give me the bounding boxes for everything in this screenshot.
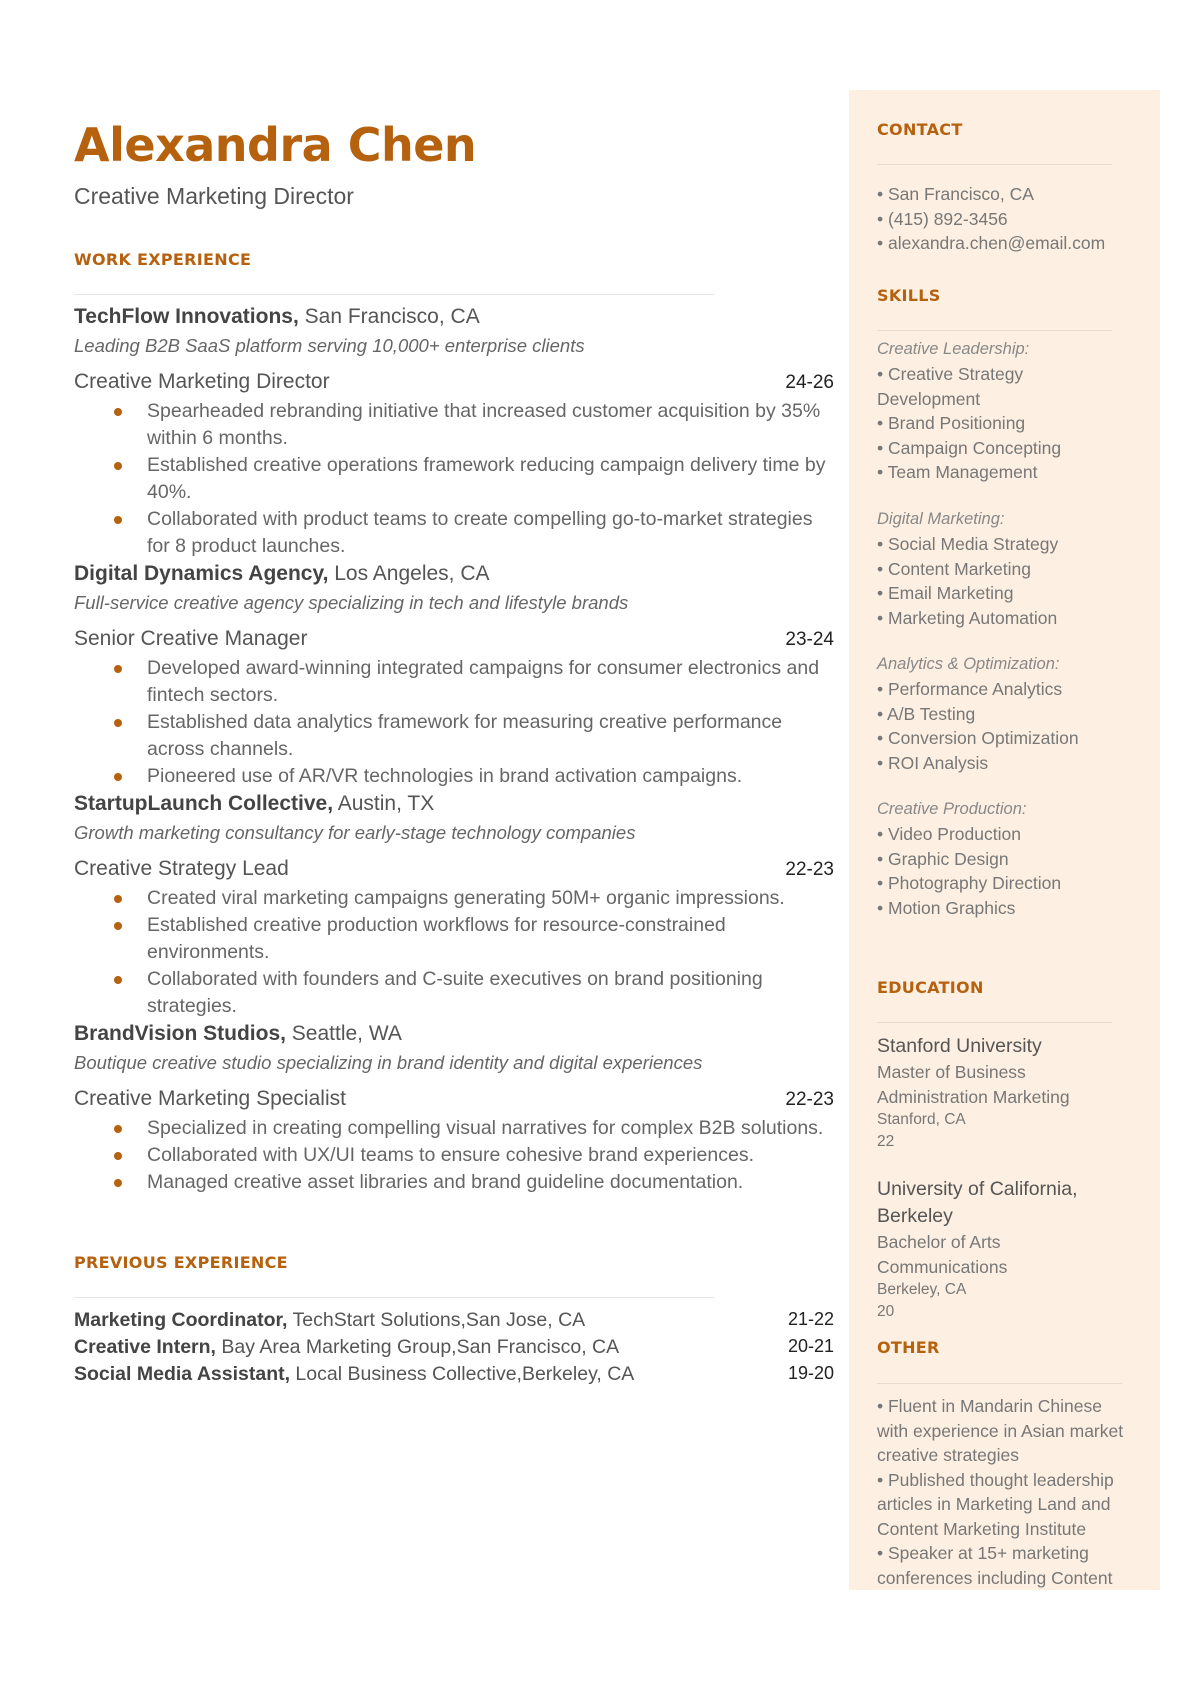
- company-description: Growth marketing consultancy for early-stage technology companies: [74, 822, 636, 843]
- other-item: • Published thought leadership articles in Marketing Land and Content Marketing Institute: [877, 1469, 1114, 1539]
- job-bullet: Specialized in creating compelling visual narratives for complex B2B solutions.: [74, 1115, 834, 1142]
- school-name: University of California, Berkeley: [877, 1178, 1078, 1227]
- bullet-dot-icon: [114, 719, 122, 727]
- work-experience-heading: WORK EXPERIENCE: [74, 250, 252, 269]
- job-bullets: [74, 885, 834, 1020]
- job-bullet: Established data analytics framework for measuring creative performance across channels.: [74, 709, 834, 763]
- sidebar: [849, 90, 1160, 1590]
- skill-item: • Performance Analytics: [877, 679, 1063, 699]
- candidate-name: Alexandra Chen: [74, 118, 477, 172]
- job-bullet: Collaborated with founders and C-suite executives on brand positioning strategies.: [74, 966, 834, 1020]
- previous-org: TechStart Solutions,San Jose, CA: [287, 1309, 586, 1331]
- contact-phone: • (415) 892-3456: [877, 208, 1008, 229]
- job-company-line: [74, 305, 480, 329]
- graduation-year: 22: [877, 1133, 895, 1150]
- job-bullet: Spearheaded rebranding initiative that increased customer acquisition by 35% within 6 months.: [74, 398, 834, 452]
- job-bullet: Pioneered use of AR/VR technologies in brand activation campaigns.: [74, 763, 834, 790]
- previous-dates: 19-20: [787, 1363, 834, 1383]
- divider: [74, 1297, 714, 1298]
- skill-item: • A/B Testing: [877, 703, 976, 724]
- job-dates: 23-24: [785, 629, 834, 650]
- skill-category: Analytics & Optimization:: [877, 655, 1060, 673]
- company-description: Full-service creative agency specializing in tech and lifestyle brands: [74, 592, 629, 613]
- skill-item: • Video Production: [877, 824, 1021, 844]
- previous-role-row: [74, 1363, 834, 1386]
- job-bullet: Established creative operations framework reducing campaign delivery time by 40%.: [74, 452, 834, 506]
- school-name: Stanford University: [877, 1035, 1042, 1057]
- job-dates: 24-26: [785, 372, 834, 393]
- job-dates: 22-23: [785, 859, 834, 880]
- job-dates: 22-23: [785, 1089, 834, 1110]
- skills-heading: SKILLS: [877, 286, 941, 305]
- previous-role: Social Media Assistant,: [74, 1363, 291, 1385]
- company-location: San Francisco, CA: [298, 305, 480, 328]
- company-location: Seattle, WA: [285, 1022, 402, 1045]
- job-bullet: Created viral marketing campaigns generating 50M+ organic impressions.: [74, 885, 834, 912]
- degree: Bachelor of Arts Communications: [877, 1232, 1008, 1277]
- previous-org: Local Business Collective,Berkeley, CA: [290, 1363, 635, 1385]
- company-name: StartupLaunch Collective,: [74, 792, 334, 815]
- skill-item: • Creative Strategy Development: [877, 364, 1024, 409]
- school-location: Stanford, CA: [877, 1111, 966, 1128]
- education-entry: [877, 1176, 1107, 1323]
- skill-list: [877, 677, 1107, 775]
- bullet-dot-icon: [114, 1152, 122, 1160]
- job-role: Creative Marketing Director: [74, 370, 330, 393]
- school-location: Berkeley, CA: [877, 1281, 967, 1298]
- job-company-line: [74, 562, 490, 586]
- divider: [877, 164, 1112, 165]
- company-description: Leading B2B SaaS platform serving 10,000+ enterprise clients: [74, 335, 585, 356]
- skill-item: • Campaign Concepting: [877, 437, 1062, 458]
- job-bullets: [74, 655, 834, 790]
- skill-item: • Email Marketing: [877, 583, 1014, 603]
- job-role: Senior Creative Manager: [74, 627, 308, 650]
- company-location: Los Angeles, CA: [328, 562, 490, 585]
- skill-item: • Photography Direction: [877, 873, 1062, 893]
- company-description: Boutique creative studio specializing in brand identity and digital experiences: [74, 1052, 703, 1073]
- bullet-dot-icon: [114, 665, 122, 673]
- previous-role: Marketing Coordinator,: [74, 1309, 288, 1331]
- skill-category: Creative Production:: [877, 800, 1027, 818]
- skill-list: [877, 362, 1107, 485]
- company-name: Digital Dynamics Agency,: [74, 562, 329, 585]
- bullet-dot-icon: [114, 462, 122, 470]
- skill-item: • Content Marketing: [877, 558, 1031, 579]
- job-bullet: Collaborated with UX/UI teams to ensure cohesive brand experiences.: [74, 1142, 834, 1169]
- previous-role-row: [74, 1309, 834, 1332]
- other-item: • Speaker at 15+ marketing conferences including Content: [877, 1543, 1113, 1588]
- company-name: TechFlow Innovations,: [74, 305, 299, 328]
- previous-experience-heading: PREVIOUS EXPERIENCE: [74, 1253, 288, 1272]
- bullet-dot-icon: [114, 895, 122, 903]
- contact-location: • San Francisco, CA: [877, 184, 1034, 204]
- job-role: Creative Marketing Specialist: [74, 1087, 346, 1110]
- previous-dates: 20-21: [787, 1336, 834, 1356]
- skill-category: Digital Marketing:: [877, 510, 1005, 528]
- bullet-dot-icon: [114, 1125, 122, 1133]
- contact-email[interactable]: • alexandra.chen@email.com: [877, 233, 1106, 253]
- company-location: Austin, TX: [333, 792, 435, 815]
- job-bullet: Managed creative asset libraries and brand guideline documentation.: [74, 1169, 834, 1196]
- job-bullet: Collaborated with product teams to create compelling go-to-market strategies for 8 product launches.: [74, 506, 834, 560]
- graduation-year: 20: [877, 1303, 895, 1320]
- previous-role-row: [74, 1336, 834, 1359]
- job-role: Creative Strategy Lead: [74, 857, 289, 880]
- skill-item: • ROI Analysis: [877, 752, 989, 773]
- previous-role: Creative Intern,: [74, 1336, 216, 1358]
- degree: Master of Business Administration Marketing: [877, 1062, 1070, 1107]
- skill-item: • Marketing Automation: [877, 607, 1058, 628]
- bullet-dot-icon: [114, 976, 122, 984]
- candidate-title: Creative Marketing Director: [74, 183, 354, 209]
- previous-dates: 21-22: [787, 1309, 834, 1329]
- job-company-line: [74, 1022, 402, 1046]
- other-heading: OTHER: [877, 1338, 940, 1357]
- divider: [877, 1022, 1112, 1023]
- contact-heading: CONTACT: [877, 120, 963, 139]
- divider: [74, 294, 714, 295]
- bullet-dot-icon: [114, 1179, 122, 1187]
- contact-list: [877, 182, 1137, 256]
- skill-item: • Social Media Strategy: [877, 534, 1059, 554]
- divider: [877, 330, 1112, 331]
- job-bullets: [74, 398, 834, 560]
- education-entry: [877, 1033, 1107, 1153]
- divider: [877, 1383, 1122, 1384]
- job-bullet: Established creative production workflows for resource-constrained environments.: [74, 912, 834, 966]
- company-name: BrandVision Studios,: [74, 1022, 286, 1045]
- skill-category: Creative Leadership:: [877, 340, 1030, 358]
- skill-item: • Team Management: [877, 462, 1038, 482]
- skill-item: • Graphic Design: [877, 848, 1009, 869]
- skill-list: [877, 532, 1107, 630]
- job-bullets: [74, 1115, 834, 1196]
- skill-item: • Conversion Optimization: [877, 728, 1079, 748]
- bullet-dot-icon: [114, 773, 122, 781]
- bullet-dot-icon: [114, 516, 122, 524]
- skill-item: • Brand Positioning: [877, 413, 1026, 433]
- skill-item: • Motion Graphics: [877, 897, 1016, 918]
- job-company-line: [74, 792, 434, 816]
- skill-list: [877, 822, 1107, 920]
- bullet-dot-icon: [114, 922, 122, 930]
- other-list: [877, 1394, 1132, 1590]
- previous-org: Bay Area Marketing Group,San Francisco, CA: [215, 1336, 620, 1358]
- job-bullet: Developed award-winning integrated campaigns for consumer electronics and fintech sectors.: [74, 655, 834, 709]
- bullet-dot-icon: [114, 408, 122, 416]
- education-heading: EDUCATION: [877, 978, 984, 997]
- other-item: • Fluent in Mandarin Chinese with experience in Asian market creative strategies: [877, 1396, 1124, 1465]
